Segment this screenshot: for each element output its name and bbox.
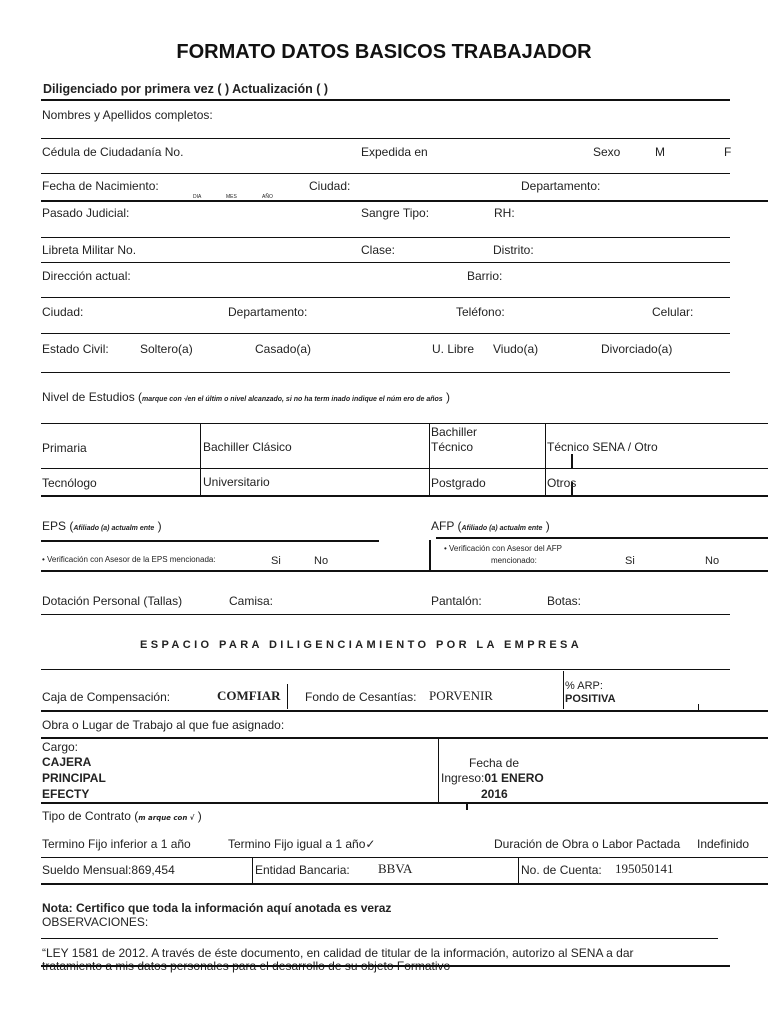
divider	[41, 710, 768, 712]
nivel-estudios-note: marque con √en el últim o nivel alcanzado, si no ha term inado indique el núm ero de años	[142, 396, 443, 403]
afp-text: AFP (	[431, 519, 462, 533]
nivel-estudios-label	[42, 390, 450, 404]
sexo-label: Sexo	[593, 145, 621, 159]
ciudad-label: Ciudad:	[42, 305, 84, 319]
afp-close: )	[545, 519, 550, 533]
divider	[41, 938, 718, 939]
tipo-contrato-close: )	[197, 809, 202, 823]
telefono-label: Teléfono:	[456, 305, 505, 319]
divider	[41, 570, 768, 572]
celular-label: Celular:	[652, 305, 694, 319]
indefinido-option[interactable]: Indefinido	[697, 837, 750, 851]
divider	[41, 857, 768, 858]
cargo-label: Cargo:	[42, 740, 79, 754]
pasado-judicial-label: Pasado Judicial:	[42, 206, 130, 220]
bachiller-tecnico-option-line2[interactable]: Técnico	[431, 440, 474, 454]
fecha-nacimiento-label: Fecha de Nacimiento:	[42, 179, 159, 193]
barrio-label: Barrio:	[467, 269, 503, 283]
check-icon: ✓	[365, 837, 376, 851]
afp-note: Afiliado (a) actualm ente	[461, 525, 543, 532]
divider	[41, 540, 379, 542]
fecha-ingreso-value-2: 2016	[481, 787, 508, 801]
casado-option[interactable]: Casado(a)	[255, 342, 312, 356]
afp-label	[431, 519, 550, 533]
cuenta-label: No. de Cuenta:	[521, 863, 602, 877]
afp-verificacion-label-2: mencionado:	[491, 556, 537, 565]
divider	[41, 200, 768, 202]
primaria-option[interactable]: Primaria	[42, 441, 87, 455]
clase-label: Clase:	[361, 243, 396, 257]
distrito-label: Distrito:	[493, 243, 534, 257]
fecha-ingreso-label-2	[441, 771, 544, 785]
table-border	[429, 423, 430, 495]
afp-verificacion-label-1: • Verificación con Asesor del AFP	[444, 544, 562, 553]
union-libre-option[interactable]: U. Libre	[432, 342, 475, 356]
cesantias-label: Fondo de Cesantías:	[305, 690, 417, 704]
divider	[41, 262, 730, 263]
sueldo-mensual: Sueldo Mensual:869,454	[42, 863, 175, 877]
afp-si-option[interactable]: Si	[625, 555, 635, 567]
cargo-value-line1: CAJERA	[42, 755, 92, 769]
eps-close: )	[157, 519, 162, 533]
eps-label	[42, 519, 162, 533]
divider	[41, 237, 730, 238]
postgrado-option[interactable]: Postgrado	[431, 476, 486, 490]
fijo-igual-label: Termino Fijo igual a 1 año	[228, 837, 366, 851]
divider	[41, 802, 768, 804]
eps-no-option[interactable]: No	[314, 555, 329, 567]
tipo-contrato-label	[42, 809, 202, 823]
universitario-option[interactable]: Universitario	[203, 475, 270, 489]
cargo-value-line3: EFECTY	[42, 787, 90, 801]
duracion-obra-option[interactable]: Duración de Obra o Labor Pactada	[494, 837, 681, 851]
nivel-estudios-text: Nivel de Estudios (	[42, 390, 143, 404]
dia-label: DIA	[193, 194, 202, 200]
divider	[41, 173, 730, 174]
primera-vez-label: Diligenciado por primera vez ( ) Actualización ( )	[43, 82, 329, 96]
viudo-option[interactable]: Viudo(a)	[493, 342, 539, 356]
fecha-ingreso-label-1: Fecha de	[469, 756, 520, 770]
rh-label: RH:	[494, 206, 515, 220]
divider	[563, 671, 564, 709]
pantalon-label: Pantalón:	[431, 594, 482, 608]
afp-no-option[interactable]: No	[705, 555, 720, 567]
anio-label: AÑO	[262, 194, 273, 200]
divider	[41, 297, 730, 298]
estado-civil-label: Estado Civil:	[42, 342, 109, 356]
certifico-note: Nota: Certifico que toda la información aquí anotada es veraz	[42, 901, 392, 915]
divider	[41, 883, 768, 885]
arp-value: POSITIVA	[565, 693, 616, 705]
dotacion-label: Dotación Personal (Tallas)	[42, 594, 183, 608]
divider	[287, 684, 288, 709]
divider	[438, 738, 439, 802]
caja-compensacion-value: COMFIAR	[217, 688, 281, 703]
eps-note: Afiliado (a) actualm ente	[73, 525, 155, 532]
tipo-contrato-note: m arque con √	[138, 814, 195, 822]
divider	[41, 965, 730, 967]
empresa-section-heading: ESPACIO PARA DILIGENCIAMIENTO POR LA EMPRESA	[140, 639, 583, 651]
bachiller-clasico-option[interactable]: Bachiller Clásico	[203, 440, 292, 454]
divorciado-option[interactable]: Divorciado(a)	[601, 342, 673, 356]
expedida-label: Expedida en	[361, 145, 428, 159]
cedula-label: Cédula de Ciudadanía No.	[42, 145, 184, 159]
table-border	[545, 423, 546, 495]
entidad-bancaria-value: BBVA	[378, 861, 413, 876]
libreta-militar-label: Libreta Militar No.	[42, 243, 137, 257]
fijo-igual-option[interactable]	[228, 837, 375, 851]
departamento-label: Departamento:	[228, 305, 308, 319]
table-border	[41, 468, 768, 469]
camisa-label: Camisa:	[229, 594, 274, 608]
sexo-f-option[interactable]: F	[724, 145, 732, 159]
divider	[41, 737, 768, 739]
ley-text-line1: “LEY 1581 de 2012. A través de éste documento, en calidad de titular de la información, autorizo al SENA a dar	[42, 946, 634, 960]
otros-option[interactable]: Otros	[547, 476, 577, 490]
table-tick	[571, 454, 573, 468]
soltero-option[interactable]: Soltero(a)	[140, 342, 193, 356]
fecha-ingreso-label-text: Ingreso:	[441, 771, 485, 785]
divider	[41, 99, 730, 101]
tipo-contrato-text: Tipo de Contrato (	[42, 809, 139, 823]
ley-text-line2: tratamiento a mis datos personales para el desarrollo de su objeto Formativo	[42, 959, 451, 973]
table-border	[200, 423, 201, 495]
fijo-inferior-option[interactable]: Termino Fijo inferior a 1 año	[42, 837, 191, 851]
table-border	[41, 423, 768, 424]
eps-text: EPS (	[42, 519, 74, 533]
divider	[436, 537, 768, 539]
fecha-ingreso-value: 01 ENERO	[484, 771, 544, 785]
mes-label: MES	[226, 194, 237, 200]
bachiller-tecnico-option-line1[interactable]: Bachiller	[431, 425, 478, 439]
arp-label: % ARP:	[565, 680, 603, 692]
divider	[41, 138, 730, 139]
divider	[252, 857, 253, 884]
botas-label: Botas:	[547, 594, 582, 608]
divider	[41, 372, 730, 373]
divider	[41, 333, 730, 334]
direccion-label: Dirección actual:	[42, 269, 131, 283]
cuenta-value: 195050141	[615, 861, 674, 876]
tecnico-sena-option[interactable]: Técnico SENA / Otro	[547, 440, 658, 454]
obra-label: Obra o Lugar de Trabajo al que fue asignado:	[42, 718, 285, 732]
divider	[518, 857, 519, 884]
nombres-label: Nombres y Apellidos completos:	[42, 108, 213, 122]
departamento-nacimiento-label: Departamento:	[521, 179, 601, 193]
caja-compensacion-label: Caja de Compensación:	[42, 690, 171, 704]
eps-si-option[interactable]: Si	[271, 555, 281, 567]
nivel-estudios-close: )	[446, 390, 451, 404]
divider	[429, 540, 431, 570]
ciudad-nacimiento-label: Ciudad:	[309, 179, 351, 193]
divider	[41, 614, 730, 615]
cesantias-value: PORVENIR	[429, 688, 493, 703]
table-border	[41, 495, 768, 497]
divider	[466, 802, 468, 810]
sexo-m-option[interactable]: M	[655, 145, 665, 159]
divider	[41, 669, 730, 670]
cargo-value-line2: PRINCIPAL	[42, 771, 106, 785]
entidad-bancaria-label: Entidad Bancaria:	[255, 863, 350, 877]
page-title: FORMATO DATOS BASICOS TRABAJADOR	[176, 41, 592, 63]
observaciones-label: OBSERVACIONES:	[42, 915, 149, 929]
tecnologo-option[interactable]: Tecnólogo	[42, 476, 97, 490]
eps-verificacion-label: • Verificación con Asesor de la EPS mencionada:	[42, 555, 216, 564]
sangre-tipo-label: Sangre Tipo:	[361, 206, 430, 220]
